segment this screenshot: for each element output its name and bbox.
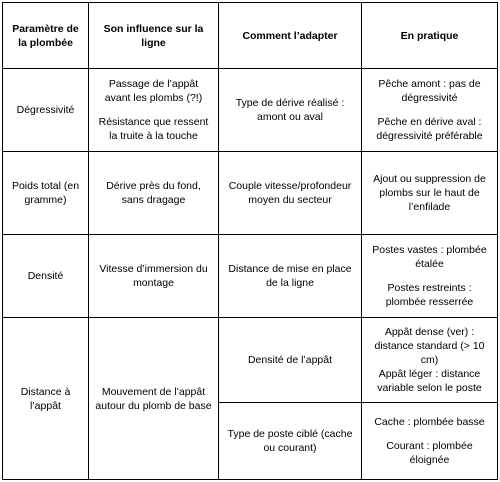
influence-distance: Mouvement de l’appât autour du plomb de base [95,385,212,412]
pratique-distance-poste: Cache : plombée basse Courant : plombée éloignée [374,416,485,466]
param-degressivite: Dégressivité [16,104,75,116]
influence-degressivite: Passage de l’appât avant les plombs (?!) Résistance que ressent la truite à la touche [98,78,209,142]
param-poids: Poids total (en gramme) [11,180,80,206]
pratique-poids: Ajout ou suppression de plombs sur le haut de l’enfilade [373,173,486,213]
adapter-poids: Couple vitesse/profondeur moyen du secteur [228,180,352,206]
adapter-distance-densite: Densité de l’appât [247,354,333,366]
pratique-degressivite: Pêche amont : pas de dégressivité Pêche en dérive aval : dégressivité préférable [376,78,483,142]
grid-line [2,479,498,480]
header-influence: Son influence sur la ligne [103,22,204,49]
pratique-distance-densite: Appât dense (ver) : distance standard (> 10 cm) Appât léger : distance variable selon le poste [374,326,485,394]
adapter-degressivite: Type de dérive réalisé : amont ou aval [235,97,345,123]
header-parametre: Paramètre de la plombée [12,22,79,49]
header-adapter: Comment l’adapter [242,29,338,42]
adapter-distance-poste: Type de poste ciblé (cache ou courant) [227,428,353,454]
header-pratique: En pratique [400,29,459,42]
influence-densite: Vitesse d’immersion du montage [99,263,208,289]
param-densite: Densité [27,270,64,282]
influence-poids: Dérive près du fond, sans dragage [106,180,201,206]
pratique-densite: Postes vastes : plombée étalée Postes restreints : plombée resserrée [372,244,487,308]
grid-line [497,2,498,480]
param-distance: Distance à l’appât [20,385,71,412]
adapter-densite: Distance de mise en place de la ligne [228,263,352,289]
